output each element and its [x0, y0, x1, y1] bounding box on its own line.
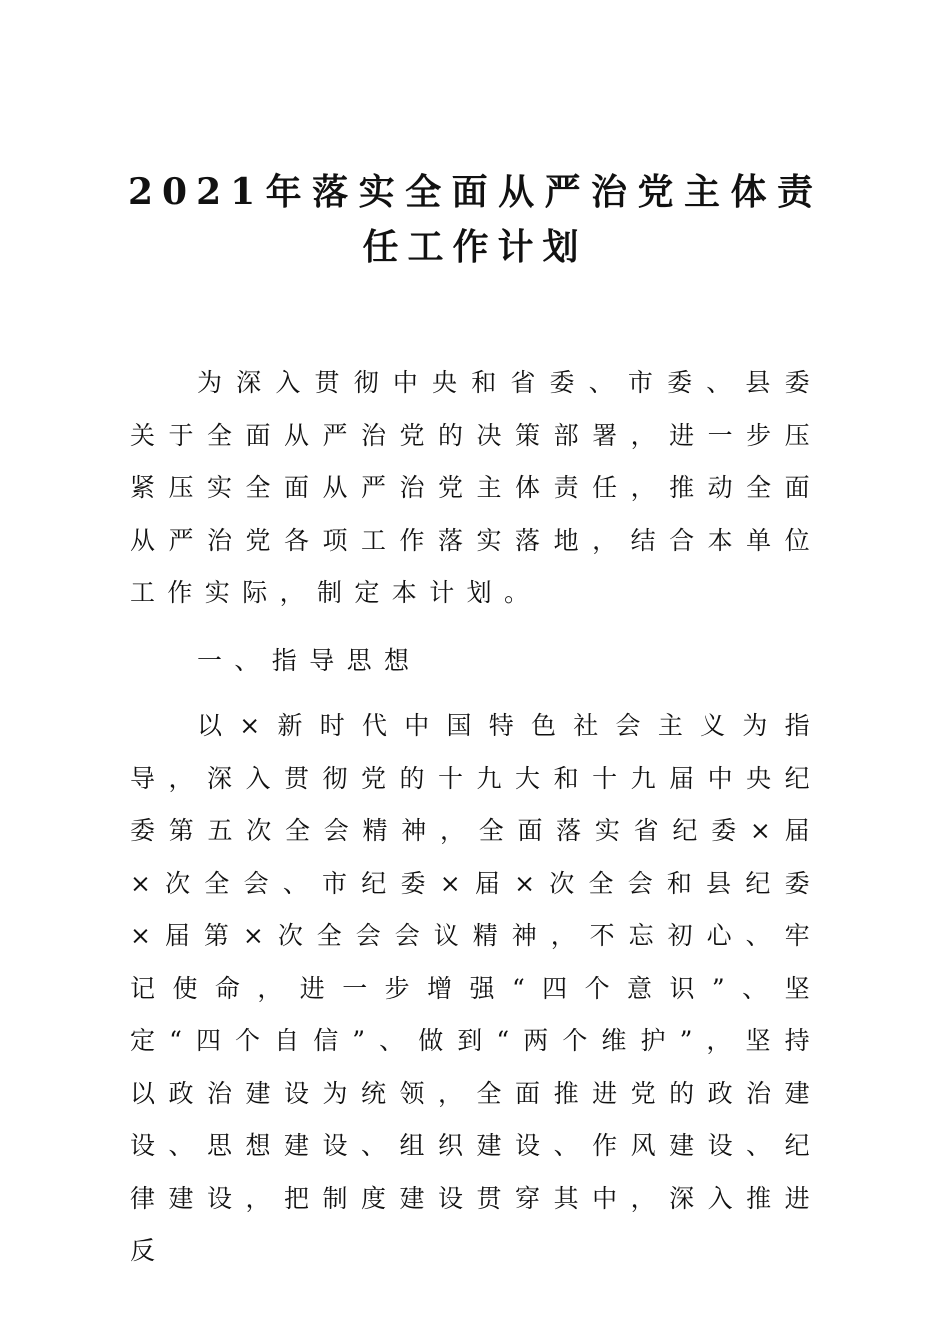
intro-paragraph: 为深入贯彻中央和省委、市委、县委关于全面从严治党的决策部署，进一步压紧压实全面从严治党主体责任，推动全面从严治党各项工作落实落地，结合本单位工作实际，制定本计划。: [130, 368, 822, 607]
section-heading: 一、指导思想: [197, 646, 422, 675]
document-title: 2021年落实全面从严治党主体责任工作计划: [128, 171, 822, 268]
body-paragraph: 以×新时代中国特色社会主义为指导，深入贯彻党的十九大和十九届中央纪委第五次全会精神，全面落实省纪委×届×次全会、市纪委×届×次全会和县纪委×届第×次全会会议精神，不忘初心、牢记使命，进一步增强“四个意识”、坚定“四个自信”、做到“两个维护”，坚持以政治建设为统领，全面推进党的政治建设、思想建设、组织建设、作风建设、纪律建设，把制度建设贯穿其中，深入推进反: [130, 711, 822, 1265]
